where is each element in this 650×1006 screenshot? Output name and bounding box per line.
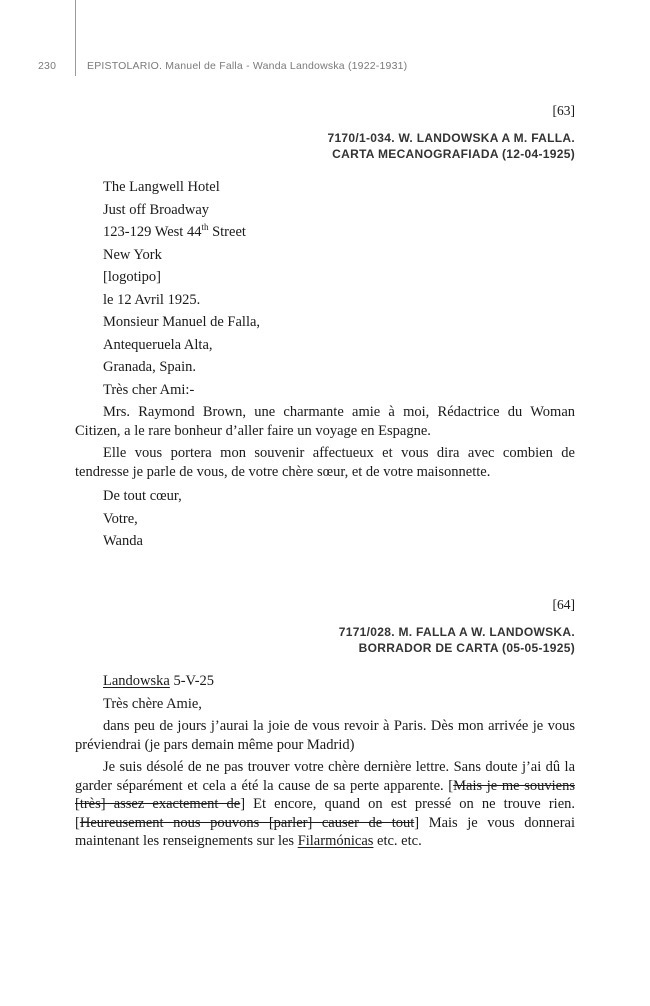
- dateline-date: 5-V-25: [169, 673, 215, 689]
- paragraph: [75, 758, 575, 851]
- letter-number: [64]: [552, 597, 575, 612]
- letter-heading-line-1: 7170/1-034. W. LANDOWSKA A M. FALLA.: [327, 131, 575, 145]
- recipient-line: Granada, Spain.: [103, 359, 197, 375]
- address-line: [75, 221, 575, 244]
- address-line: The Langwell Hotel: [103, 179, 220, 195]
- letter-heading-line-2: CARTA MECANOGRAFIADA (12-04-1925): [332, 147, 575, 161]
- letter-number: [63]: [552, 103, 575, 118]
- closing-line: De tout cœur,: [103, 488, 182, 504]
- page-number: 230: [38, 60, 57, 72]
- address-street-number: 123-129 West 44: [103, 224, 202, 240]
- paragraph: Mrs. Raymond Brown, une charmante amie à moi, Rédactrice du Woman Citizen, a le rare bonheur d’aller faire un voyage en Espagne.: [75, 404, 575, 439]
- text-run: ] Et encore, quand on est pressé on ne trouve rien. [: [75, 796, 576, 831]
- closing-line: Votre,: [103, 510, 138, 527]
- running-title: EPISTOLARIO. Manuel de Falla - Wanda Landowska (1922-1931): [87, 60, 408, 72]
- signature: Wanda: [103, 533, 143, 549]
- letter-date: le 12 Avril 1925.: [103, 291, 201, 308]
- superscript: th: [201, 222, 209, 233]
- letter-heading-line-2: BORRADOR DE CARTA (05-05-1925): [358, 641, 575, 655]
- letter-heading: [339, 624, 575, 656]
- dateline: [75, 670, 575, 693]
- letter-heading: [327, 130, 575, 162]
- dateline-name: Landowska: [103, 673, 170, 689]
- recipient-line: Monsieur Manuel de Falla,: [103, 314, 261, 330]
- address-line: New York: [103, 246, 162, 263]
- text-run: ] Mais je vous donnerai maintenant les renseignements sur les: [75, 814, 575, 849]
- editorial-note: [logotipo]: [103, 269, 161, 285]
- struck-text: Heureusement nous pouvons [parler] causer de tout: [79, 814, 415, 831]
- address-line: Just off Broadway: [103, 201, 210, 218]
- text-run: Je suis désolé de ne pas trouver votre chère dernière lettre. Sans doute j’ai dû la garder séparément et cela a été la cause de sa perte apparente. [: [75, 759, 575, 794]
- address-street: Street: [208, 224, 246, 240]
- letter-body: [75, 176, 575, 553]
- recipient-line: Antequeruela Alta,: [103, 336, 213, 353]
- salutation: Très cher Ami:-: [103, 381, 195, 398]
- salutation: Très chère Amie,: [103, 695, 202, 712]
- paragraph: Elle vous portera mon souvenir affectueux et vous dira avec combien de tendresse je parle de vous, de votre chère sœur, et de votre maisonnette.: [75, 445, 575, 480]
- letter-heading-line-1: 7171/028. M. FALLA A W. LANDOWSKA.: [338, 625, 575, 639]
- paragraph: dans peu de jours j’aurai la joie de vous revoir à Paris. Dès mon arrivée je vous préviendrai (je pars demain même pour Madrid): [75, 718, 575, 753]
- letter-body: [75, 670, 575, 855]
- text-run: etc. etc.: [373, 833, 422, 849]
- underlined-text: Filarmónicas: [297, 833, 374, 849]
- struck-text: Mais je me souviens [très] assez exactement de: [75, 777, 575, 812]
- running-header: [0, 60, 650, 76]
